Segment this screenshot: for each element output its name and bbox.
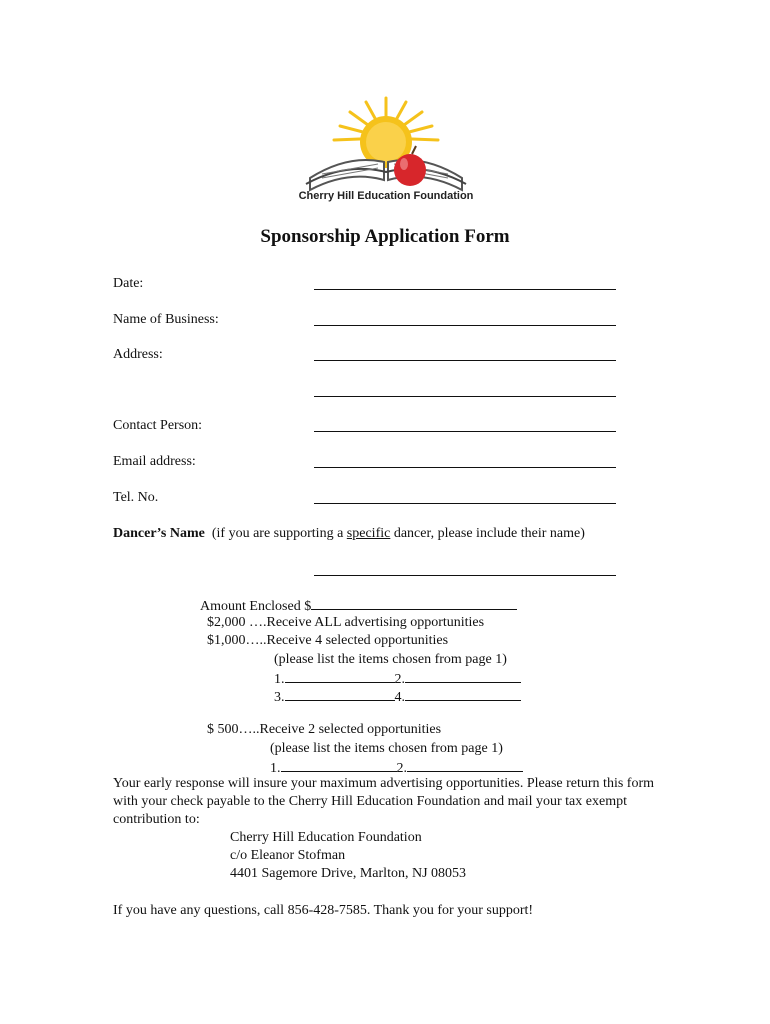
amount-field[interactable] bbox=[311, 596, 517, 610]
mail-address-line2: c/o Eleanor Stofman bbox=[230, 848, 346, 863]
date-field[interactable] bbox=[314, 289, 616, 290]
contact-person-label: Contact Person: bbox=[113, 418, 203, 433]
tier-500: $ 500…..Receive 2 selected opportunities bbox=[207, 722, 442, 737]
tier-500-note: (please list the items chosen from page 1) bbox=[270, 741, 503, 756]
contact-person-field[interactable] bbox=[314, 431, 616, 432]
dancer-note-after: dancer, please include their name) bbox=[390, 526, 585, 541]
organization-name: Cherry Hill Education Foundation bbox=[298, 190, 474, 202]
tel-field[interactable] bbox=[314, 503, 616, 504]
page-title: Sponsorship Application Form bbox=[260, 226, 510, 247]
address-field-line1[interactable] bbox=[314, 360, 616, 361]
item-number-2: 2. bbox=[396, 761, 407, 776]
business-name-label: Name of Business: bbox=[113, 312, 219, 327]
dancer-name-row bbox=[113, 525, 585, 542]
tel-label: Tel. No. bbox=[113, 490, 159, 505]
mail-address-line3: 4401 Sagemore Drive, Marlton, NJ 08053 bbox=[230, 866, 467, 881]
business-name-field[interactable] bbox=[314, 325, 616, 326]
email-field[interactable] bbox=[314, 467, 616, 468]
dancer-name-field[interactable] bbox=[314, 575, 616, 576]
tier-2000: $2,000 ….Receive ALL advertising opportunities bbox=[207, 615, 485, 630]
sun-book-apple-logo-icon bbox=[300, 92, 472, 192]
item-1-field[interactable] bbox=[285, 669, 395, 683]
email-label: Email address: bbox=[113, 454, 196, 469]
item-number-3: 3. bbox=[274, 690, 285, 705]
item-number-1: 1. bbox=[270, 761, 281, 776]
item-number-2: 2. bbox=[394, 672, 405, 687]
questions-line: If you have any questions, call 856-428-7585. Thank you for your support! bbox=[113, 903, 534, 918]
address-field-line2[interactable] bbox=[314, 396, 616, 397]
item-4-field[interactable] bbox=[405, 687, 521, 701]
tier-1000-items-row1 bbox=[274, 669, 521, 688]
dancer-note-underlined: specific bbox=[346, 526, 391, 541]
tier-1000: $1,000…..Receive 4 selected opportunities bbox=[207, 633, 449, 648]
tier-1000-items-row2 bbox=[274, 687, 521, 706]
date-label: Date: bbox=[113, 276, 144, 291]
item-2-field[interactable] bbox=[405, 669, 521, 683]
tier-500-item-1-field[interactable] bbox=[281, 758, 397, 772]
item-3-field[interactable] bbox=[285, 687, 395, 701]
address-label: Address: bbox=[113, 347, 163, 362]
tier-1000-note: (please list the items chosen from page 1) bbox=[274, 652, 507, 667]
dancer-name-label: Dancer’s Name bbox=[113, 526, 205, 541]
dancer-note-before: (if you are supporting a bbox=[211, 526, 347, 541]
item-number-4: 4. bbox=[394, 690, 405, 705]
closing-paragraph: Your early response will insure your maximum advertising opportunities. Please return this form with your check payable to the Cherry Hill Education Foundation and mail your tax exempt contribution to: bbox=[113, 776, 654, 827]
item-number-1: 1. bbox=[274, 672, 285, 687]
mail-address-line1: Cherry Hill Education Foundation bbox=[230, 830, 422, 845]
amount-enclosed-label: Amount Enclosed $ bbox=[200, 599, 312, 614]
amount-enclosed-row bbox=[200, 596, 517, 615]
tier-500-item-2-field[interactable] bbox=[407, 758, 523, 772]
